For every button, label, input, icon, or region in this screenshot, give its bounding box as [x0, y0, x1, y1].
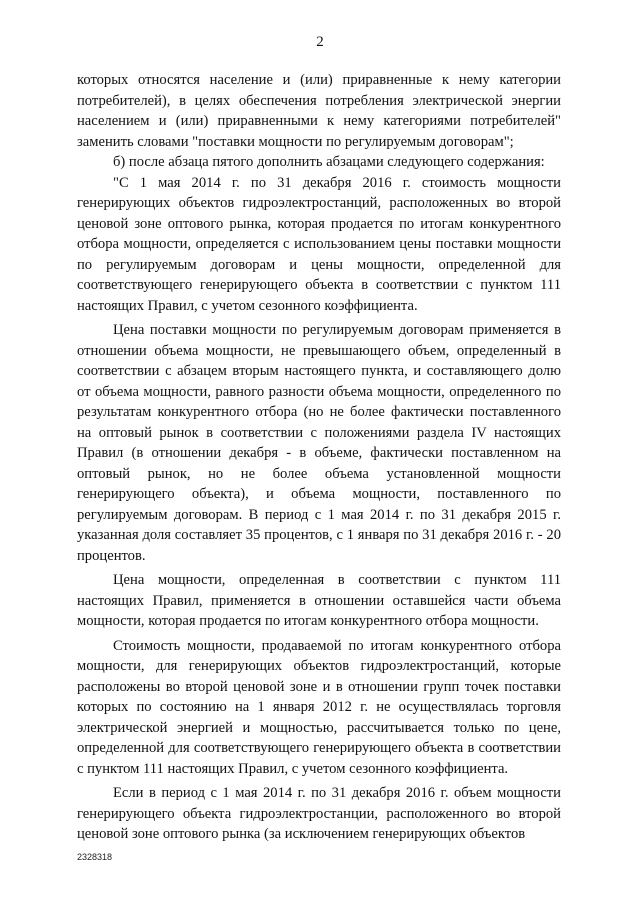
paragraph: б) после абзаца пятого дополнить абзацами следующего содержания: — [113, 154, 545, 170]
document-body — [77, 70, 561, 845]
paragraph: Цена мощности, определенная в соответствии с пунктом 111 настоящих Правил, применяется в отношении оставшейся части объема мощности, которая продается по итогам конкурентного отбора мощности. — [77, 572, 561, 629]
paragraph: которых относятся население и (или) приравненные к нему категории потребителей), в целях обеспечения потребления электрической энергии населением и (или) приравненными к нему категориями потребителей" заменить словами "поставки мощности по регулируемым договорам"; — [77, 72, 561, 150]
paragraph: Если в период с 1 мая 2014 г. по 31 декабря 2016 г. объем мощности генерирующего объекта гидроэлектростанции, расположенного во второй ценовой зоне оптового рынка (за исключением генерирующих объектов — [77, 785, 561, 842]
page-number: 2 — [316, 34, 324, 50]
paragraph: Цена поставки мощности по регулируемым договорам применяется в отношении объема мощности, не превышающего объем, определенный в соответствии с абзацем вторым настоящего пункта, и составляющего долю от объема мощности, равного разности объема мощности, определенного по результатам конкурентного отбора (но не более фактически поставленного на оптовый рынок в соответствии с положениями раздела IV настоящих Правил (в отношении декабря - в объеме, фактически поставленном на оптовый рынок, но не более объема установленной мощности генерирующего объекта), и объема мощности, поставленного по регулируемым договорам. В период с 1 мая 2014 г. по 31 декабря 2015 г. указанная доля составляет 35 процентов, с 1 января по 31 декабря 2016 г. - 20 процентов. — [77, 322, 561, 564]
paragraph: Стоимость мощности, продаваемой по итогам конкурентного отбора мощности, для генерирующих объектов гидроэлектростанций, которые расположены во второй ценовой зоне и в отношении групп точек поставки которых по состоянию на 1 января 2012 г. не осуществлялась торговля электрической энергией и мощностью, рассчитывается только по цене, определенной для соответствующего генерирующего объекта в соответствии с пунктом 111 настоящих Правил, с учетом сезонного коэффициента. — [77, 637, 561, 777]
document-code: 2328318 — [77, 852, 113, 862]
paragraph: "С 1 мая 2014 г. по 31 декабря 2016 г. стоимость мощности генерирующих объектов гидроэлектростанций, расположенных во второй ценовой зоне оптового рынка, которая продается по итогам конкурентного отбора мощности, определяется с использованием цены поставки мощности по регулируемым договорам и цены мощности, определенной для соответствующего генерирующего объекта в соответствии с пунктом 111 настоящих Правил, с учетом сезонного коэффициента. — [77, 174, 561, 314]
